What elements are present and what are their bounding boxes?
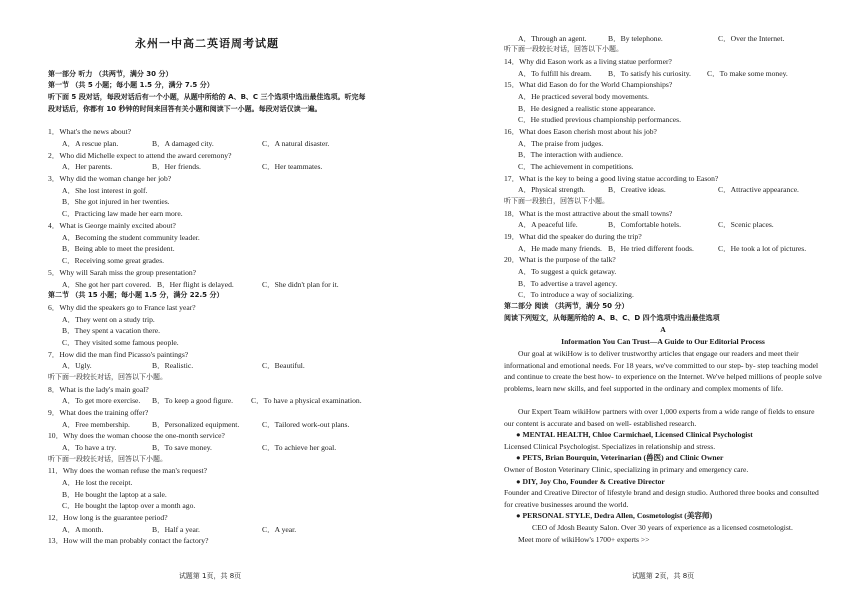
question-19: 19．What did the speaker do during the trip?	[504, 232, 642, 241]
question-11-option-c: C．He bought the laptop over a month ago.	[62, 501, 196, 510]
question-1: 1．What's the news about?	[48, 127, 131, 136]
question-20-option-a: A．To suggest a quick getaway.	[518, 267, 617, 276]
option-a: A．A rescue plan.	[62, 139, 119, 148]
listening-note-4: 听下面一段独白，回答以下小题。	[504, 197, 609, 205]
question-11-option-b: B．He bought the laptop at a sale.	[62, 490, 167, 499]
option-c: C．She didn't plan for it.	[262, 280, 339, 289]
question-15-option-c: C．He studied previous championship performances.	[518, 115, 682, 124]
option-b: B．To keep a good figure.	[152, 396, 234, 405]
part1-heading: 第一部分 听力 （共两节，满分 30 分）	[48, 70, 173, 78]
option-b: B．Personalized equipment.	[152, 420, 240, 429]
option-c: C．Scenic places.	[718, 220, 774, 229]
question-10: 10．Why does the woman choose the one-month service?	[48, 431, 225, 440]
question-14: 14．Why did Eason work as a living statue performer?	[504, 57, 672, 66]
option-c: C．To have a physical examination.	[251, 396, 362, 405]
more-experts-link: Meet more of wikiHow's 1700+ experts >>	[518, 535, 650, 544]
option-c: C．Tailored work-out plans.	[262, 420, 350, 429]
page-title: 永州一中高二英语周考试题	[135, 37, 279, 50]
question-11-option-a: A．He lost the receipt.	[62, 478, 133, 487]
question-4-option-a: A．Becoming the student community leader.	[62, 233, 200, 242]
question-6: 6．Why did the speakers go to France last year?	[48, 303, 196, 312]
question-1-options	[48, 138, 366, 150]
question-8: 8．What is the lady's main goal?	[48, 385, 149, 394]
question-7: 7．How did the man find Picasso's paintings?	[48, 350, 189, 359]
question-3: 3．Why did the woman change her job?	[48, 174, 172, 183]
expert-2-heading: ● PETS, Brian Bourquin, Veterinarian (兽医) and Clinic Owner	[516, 453, 724, 462]
question-13-options	[504, 33, 822, 45]
option-a: A．To get more exercise.	[62, 396, 141, 405]
question-10-options	[48, 442, 366, 454]
passage-paragraph-2: Our Expert Team wikiHow partners with over 1,000 experts from a wide range of fields to ensure our content is accurate and based on well- established research.	[504, 407, 815, 428]
option-c: C．A year.	[262, 525, 297, 534]
section2-heading: 第二节 （共 15 小题；每小题 1.5 分，满分 22.5 分）	[48, 291, 224, 299]
option-b: B．A damaged city.	[152, 139, 214, 148]
expert-2-desc: Owner of Boston Veterinary Clinic, specializing in primary and emergency care.	[504, 465, 749, 474]
question-9-options	[48, 419, 366, 431]
passage-title: Information You Can Trust—A Guide to Our Editorial Process	[561, 337, 765, 346]
option-b: B．To satisfy his curiosity.	[608, 69, 691, 78]
option-c: C．A natural disaster.	[262, 139, 330, 148]
question-3-option-c: C．Practicing law made her earn more.	[62, 209, 183, 218]
question-20-option-c: C．To introduce a way of socializing.	[518, 290, 634, 299]
passage-paragraph-1: Our goal at wikiHow is to deliver trustworthy articles that engage our readers and meet their informational and emotional needs. For 18 years, we've committed to our step- by- step teaching model and continue to create the best how- to experience on the Internet. We've helped millions of people solve problems, learn new skills, and feel supported in the ordinary and complex moments of life.	[504, 349, 822, 393]
passage-letter: A	[660, 325, 666, 334]
expert-3-desc: Founder and Creative Director of lifestyle brand and design studio. Authored three books and consulted for creative businesses around the world.	[504, 488, 819, 509]
question-17-options	[504, 184, 822, 196]
option-a: A．Through an agent.	[518, 34, 587, 43]
option-a: A．Her parents.	[62, 162, 113, 171]
page-footer-2: 试题第 2页，共 8页	[631, 572, 695, 580]
option-b: B．Realistic.	[152, 361, 194, 370]
question-6-option-c: C．They visited some famous people.	[62, 338, 179, 347]
question-16-option-a: A．The praise from judges.	[518, 139, 604, 148]
option-a: A．Ugly.	[62, 361, 92, 370]
question-15-option-b: B．He designed a realistic stone appearance.	[518, 104, 656, 113]
option-c: C．Beautiful.	[262, 361, 305, 370]
option-b: B．Her flight is delayed.	[157, 280, 234, 289]
option-c: C．Her teammates.	[262, 162, 323, 171]
question-13: 13．How will the man probably contact the factory?	[48, 536, 209, 545]
option-a: A．He made many friends.	[518, 244, 602, 253]
option-c: C．To make some money.	[707, 69, 788, 78]
question-3-option-b: B．She got injured in her twenties.	[62, 197, 170, 206]
option-b: B．Creative ideas.	[608, 185, 666, 194]
question-6-option-a: A．They went on a study trip.	[62, 315, 155, 324]
question-18: 18．What is the most attractive about the small towns?	[504, 209, 673, 218]
option-a: A．Physical strength.	[518, 185, 586, 194]
question-2: 2．Who did Michelle expect to attend the award ceremony?	[48, 151, 232, 160]
question-12: 12．How long is the guarantee period?	[48, 513, 168, 522]
listening-note-1: 听下面一段较长对话，回答以下小题。	[48, 373, 167, 381]
question-9: 9．What does the training offer?	[48, 408, 149, 417]
option-b: B．Half a year.	[152, 525, 200, 534]
option-b: B．Comfortable hotels.	[608, 220, 681, 229]
option-c: C．He took a lot of pictures.	[718, 244, 807, 253]
question-18-options	[504, 219, 822, 231]
question-14-options	[504, 68, 822, 80]
question-5-options	[48, 279, 366, 291]
part2-heading: 第二部分 阅读 （共两节，满分 50 分）	[504, 302, 629, 310]
question-15-option-a: A．He practiced several body movements.	[518, 92, 649, 101]
option-b: B．Her friends.	[152, 162, 201, 171]
expert-1-heading: ● MENTAL HEALTH, Chloe Carmichael, Licensed Clinical Psychologist	[516, 430, 753, 439]
expert-4-desc: CEO of Jdosh Beauty Salon. Over 30 years of experience as a licensed cosmetologist.	[532, 523, 793, 532]
question-5: 5．Why will Sarah miss the group presentation?	[48, 268, 197, 277]
question-4-option-b: B．Being able to meet the president.	[62, 244, 175, 253]
question-15: 15．What did Eason do for the World Championships?	[504, 80, 673, 89]
expert-3-heading: ● DIY, Joy Cho, Founder & Creative Director	[516, 477, 665, 486]
page-footer-1: 试题第 1页，共 8页	[178, 572, 242, 580]
question-4-option-c: C．Receiving some great grades.	[62, 256, 165, 265]
option-c: C．Attractive appearance.	[718, 185, 799, 194]
option-b: B．By telephone.	[608, 34, 663, 43]
option-a: A．She got her part covered.	[62, 280, 152, 289]
question-11: 11．Why does the woman refuse the man's request?	[48, 466, 208, 475]
listening-note-2: 听下面一段较长对话，回答以下小题。	[48, 455, 167, 463]
reading-instructions: 阅读下列短文，从每题所给的 A、B、C、D 四个选项中选出最佳选项	[504, 314, 720, 322]
question-20: 20．What is the purpose of the talk?	[504, 255, 616, 264]
option-a: A．To have a try.	[62, 443, 117, 452]
expert-1-desc: Licensed Clinical Psychologist. Specializes in relationship and stress.	[504, 442, 716, 451]
question-6-option-b: B．They spent a vacation there.	[62, 326, 161, 335]
question-2-options	[48, 161, 366, 173]
expert-4-heading: ● PERSONAL STYLE, Dedra Allen, Cosmetologist (美容师)	[516, 511, 713, 520]
question-16-option-b: B．The interaction with audience.	[518, 150, 624, 159]
question-19-options	[504, 243, 822, 255]
question-3-option-a: A．She lost interest in golf.	[62, 186, 148, 195]
question-20-option-b: B．To advertise a travel agency.	[518, 279, 618, 288]
option-a: A．A peaceful life.	[518, 220, 578, 229]
question-8-options	[48, 395, 366, 407]
listening-note-3: 听下面一段较长对话，回答以下小题。	[504, 45, 623, 53]
question-16-option-c: C．The achievement in competitions.	[518, 162, 634, 171]
question-7-options	[48, 360, 366, 372]
question-16: 16．What does Eason cherish most about his job?	[504, 127, 657, 136]
option-c: C．To achieve her goal.	[262, 443, 337, 452]
option-b: B．He tried different foods.	[608, 244, 694, 253]
option-c: C．Over the Internet.	[718, 34, 785, 43]
option-a: A．A month.	[62, 525, 104, 534]
option-a: A．To fulfill his dream.	[518, 69, 592, 78]
question-12-options	[48, 524, 366, 536]
option-b: B．To save money.	[152, 443, 212, 452]
section1-heading: 第一节 （共 5 小题；每小题 1.5 分，满分 7.5 分）	[48, 81, 214, 89]
question-17: 17．What is the key to being a good living statue according to Eason?	[504, 174, 719, 183]
section1-instructions: 听下面 5 段对话，每段对话后有一个小题，从题中所给的 A、B、C 三个选项中选出最佳选项。听完每段对话后，你都有 10 秒钟的时间来回答有关小题和阅读下一小题。每段对话仅读一遍。	[48, 93, 366, 113]
question-4: 4．What is George mainly excited about?	[48, 221, 176, 230]
option-a: A．Free membership.	[62, 420, 130, 429]
